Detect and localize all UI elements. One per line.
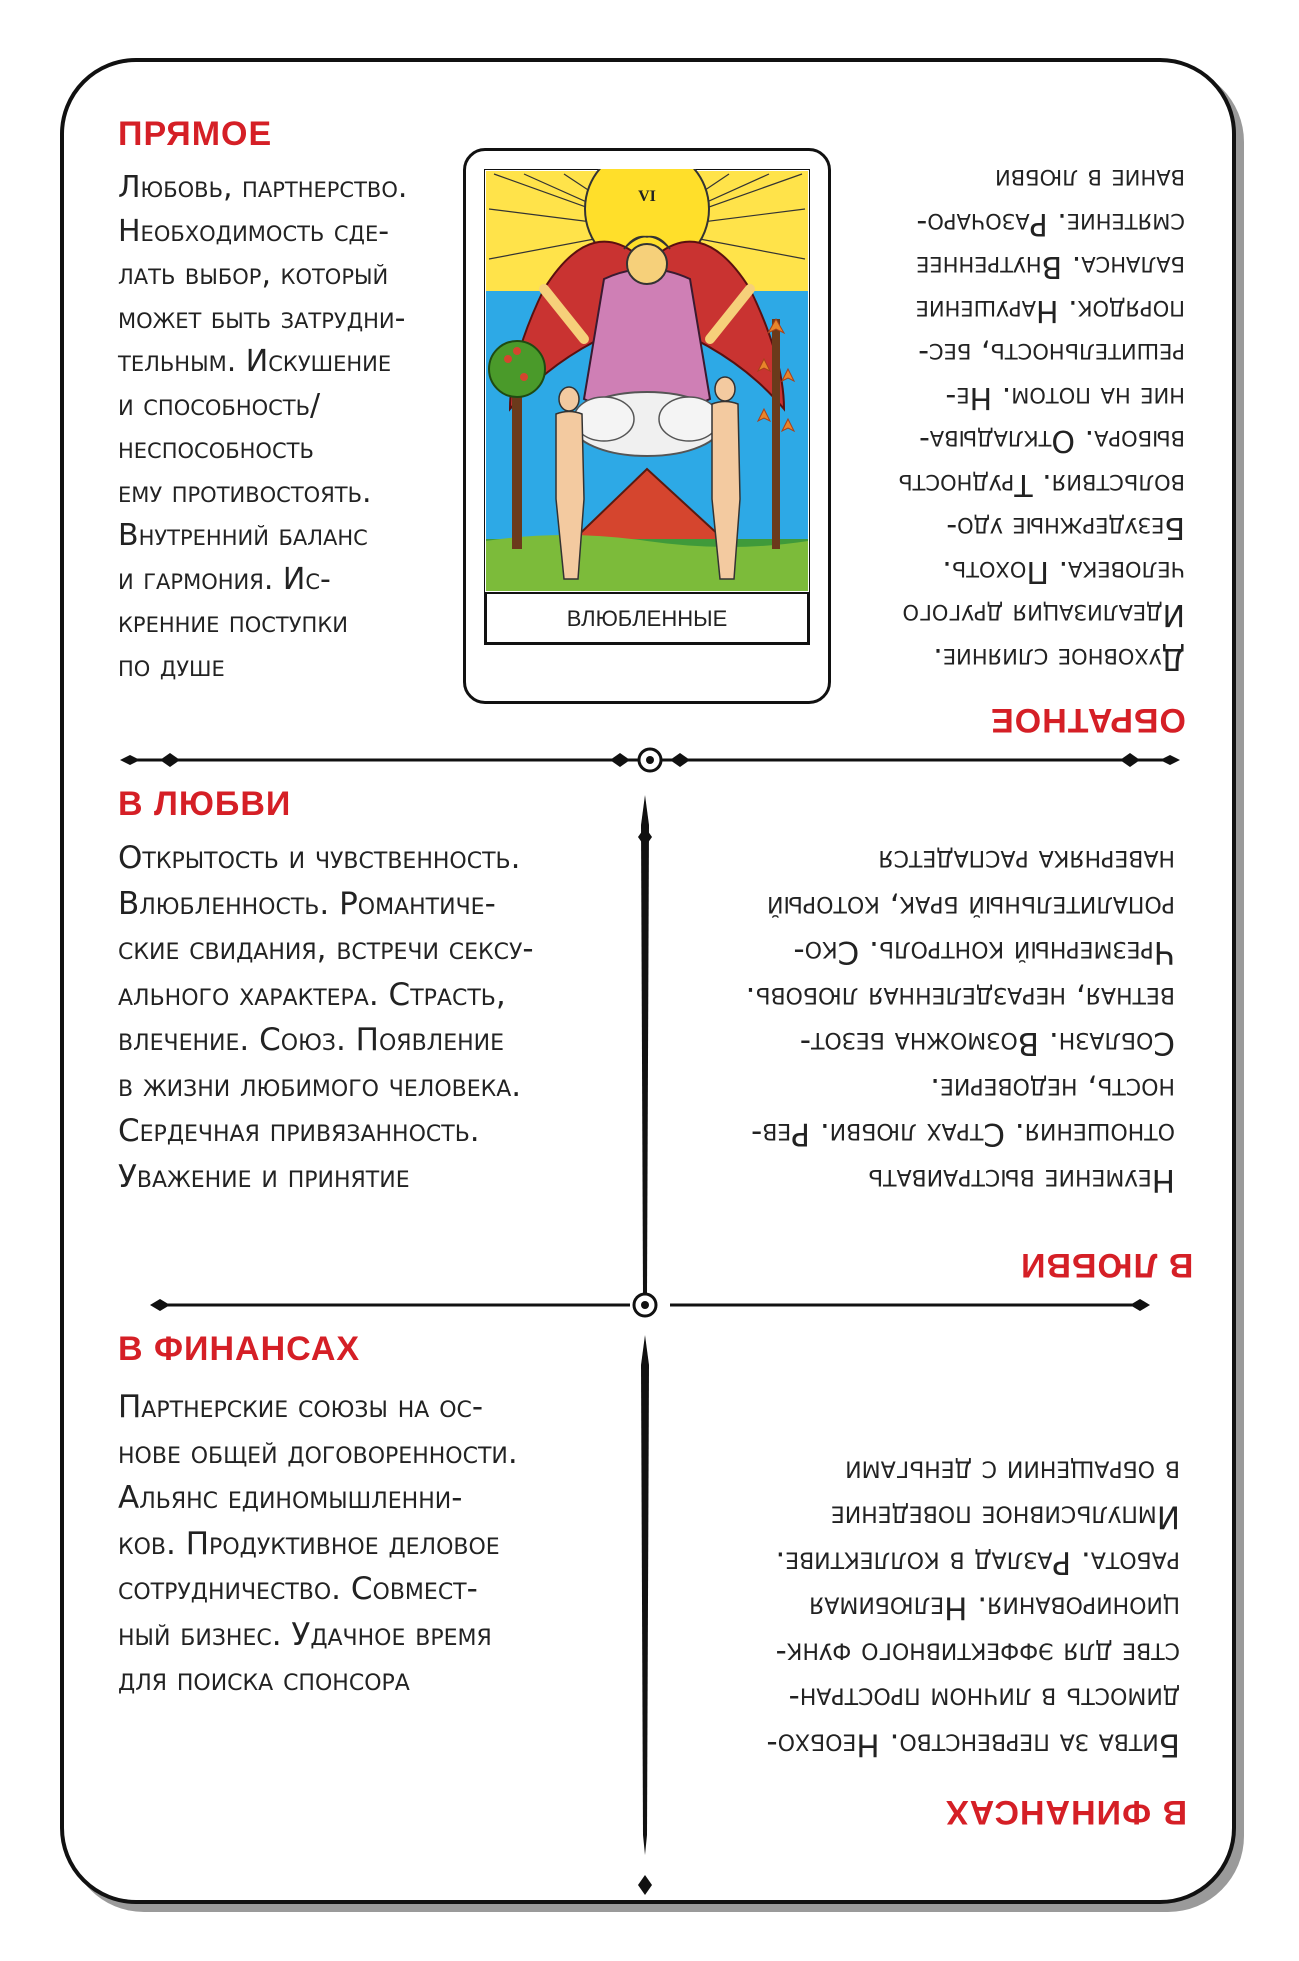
divider-middle (120, 1290, 1180, 1320)
love-upright-text: Открытость и чувственность. Влюбленность. Романтиче- ские свидания, встречи сексу- ального характера. Страсть, влечение. Союз. Появление в жизни любимого человека. Сердечная привязанность. Уважение и принятие (118, 840, 534, 1195)
tarot-title: ВЛЮБЛЕННЫЕ (566, 606, 728, 631)
tarot-card (463, 148, 831, 704)
love-reversed-heading: В ЛЮБВИ (1020, 1246, 1194, 1284)
upright-text: Любовь, партнерство. Необходимость сде- лать выбор, который может быть затрудни- тельным. Искушение и способность/ неспособность ему противостоять. Внутренний баланс и гармония. Ис- кренние поступки по душе (118, 170, 408, 684)
reversed-heading: ОБРАТНОЕ (990, 701, 1186, 739)
divider-top (120, 745, 1180, 775)
divider-vertical (630, 775, 660, 1905)
love-reversed-text: Неумение выстраивать отношения. Страх любви. Рев- ность, недоверие. Соблазн. Возможна безот- ветная, неразделенная любовь. Чрезмерный контроль. Ско- ропалительный брак, который наверняка распадется (745, 843, 1175, 1198)
tarot-numeral: VI (638, 188, 656, 205)
finance-reversed-text: Битва за первенство. Необхо- димость в личном простран- стве для эффективного функ- ционирования. Нелюбимая работа. Разлад в коллективе. Импульсивное поведение в обращении с деньгами (766, 1453, 1180, 1763)
finance-upright-text: Партнерские союзы на ос- нове общей договоренности. Альянс единомышленни- ков. Продуктивное деловое сотрудничество. Совмест- ный бизнес. Удачное время для поиска спонсора (118, 1389, 518, 1698)
finance-reversed-heading: В ФИНАНСАХ (945, 1793, 1188, 1831)
reversed-text: Духовное слияние. Идеализация другого человека. Похоть. Безудержные удо- вольствия. Трудность выбора. Откладыва- ние на потом. Не- решительность, бес- порядок. Нарушение баланса. Внутреннее смятение. Разочаро- вание в любви (898, 162, 1185, 676)
finance-upright-heading: В ФИНАНСАХ (118, 1330, 361, 1368)
upright-heading: ПРЯМОЕ (118, 115, 273, 153)
tarot-illustration (484, 169, 810, 645)
love-upright-heading: В ЛЮБВИ (118, 785, 292, 823)
